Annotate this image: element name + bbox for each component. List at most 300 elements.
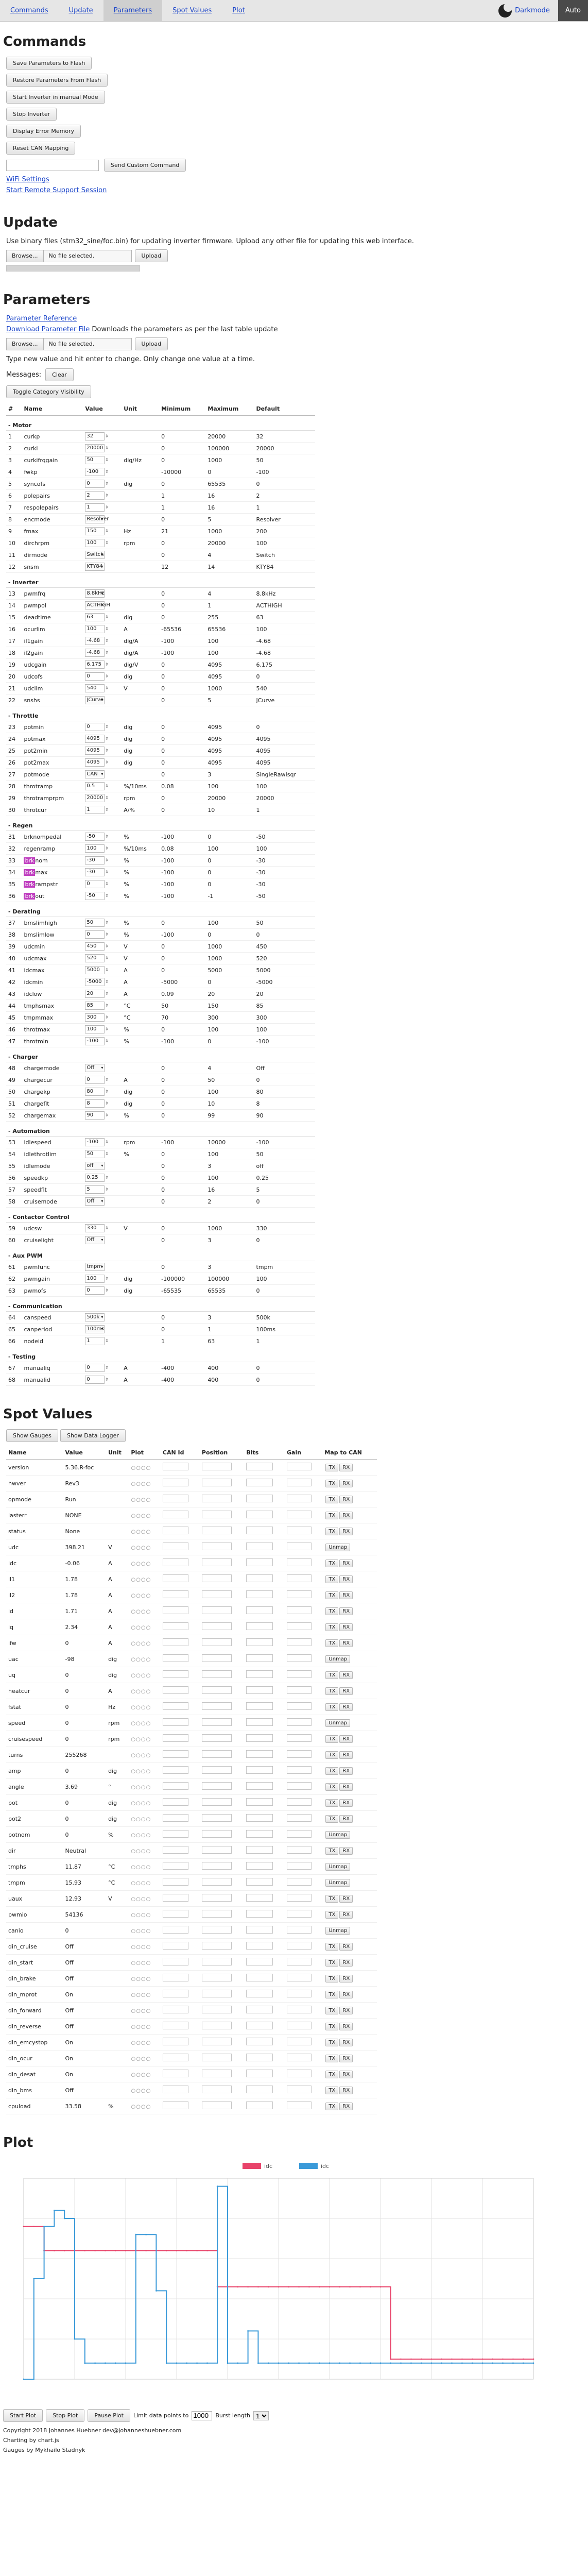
auto-toggle[interactable]: Auto [558, 0, 588, 21]
can-bits-input[interactable] [246, 1894, 273, 1902]
plot-axis-radios[interactable]: ○○○○ [131, 1944, 151, 1950]
can-bits-input[interactable] [246, 1590, 273, 1598]
can-gain-input[interactable] [287, 2054, 312, 2061]
can-id-input[interactable] [163, 2006, 188, 2013]
plot-axis-radios[interactable]: ○○○○ [131, 1736, 151, 1742]
spinner-icon[interactable]: ⇕ [105, 1338, 109, 1343]
param-value-field[interactable]: Switch ▾ [85, 551, 105, 559]
can-position-input[interactable] [202, 1495, 232, 1502]
map-rx-button[interactable]: RX [339, 1591, 353, 1599]
map-rx-button[interactable]: RX [339, 1623, 353, 1631]
burst-select[interactable] [253, 2411, 269, 2420]
can-position-input[interactable] [202, 1606, 232, 1614]
can-id-input[interactable] [163, 1782, 188, 1790]
plot-axis-radios[interactable]: ○○○○ [131, 1768, 151, 1774]
spinner-icon[interactable]: ⇕ [105, 1276, 109, 1281]
param-value-field[interactable]: 32 [85, 432, 105, 440]
param-value-field[interactable]: 4095 [85, 758, 105, 767]
map-tx-button[interactable]: TX [325, 1639, 338, 1647]
map-rx-button[interactable]: RX [339, 2023, 353, 2030]
can-id-input[interactable] [163, 2070, 188, 2077]
spinner-icon[interactable]: ⇕ [105, 1113, 109, 1117]
map-tx-button[interactable]: TX [325, 1607, 338, 1615]
plot-axis-radios[interactable]: ○○○○ [131, 1545, 151, 1551]
can-position-input[interactable] [202, 1990, 232, 1997]
map-rx-button[interactable]: RX [339, 1512, 353, 1519]
plot-axis-radios[interactable]: ○○○○ [131, 1800, 151, 1806]
param-value-field[interactable]: 0 [85, 1364, 105, 1372]
map-rx-button[interactable]: RX [339, 1528, 353, 1535]
param-browse-button[interactable]: Browse... [7, 338, 44, 350]
can-position-input[interactable] [202, 1942, 232, 1950]
spinner-icon[interactable]: ⇕ [105, 505, 109, 510]
map-rx-button[interactable]: RX [339, 1671, 353, 1679]
show-data-logger-button[interactable]: Show Data Logger [60, 1429, 126, 1442]
param-value-field[interactable]: 4095 [85, 747, 105, 755]
can-bits-input[interactable] [246, 1734, 273, 1742]
map-rx-button[interactable]: RX [339, 1991, 353, 1998]
stop-plot-button[interactable]: Stop Plot [46, 2409, 84, 2422]
param-value-field[interactable]: 0 [85, 1076, 105, 1084]
map-rx-button[interactable]: RX [339, 1799, 353, 1807]
spinner-icon[interactable]: ⇕ [105, 834, 109, 839]
param-value-field[interactable]: -30 [85, 856, 105, 865]
can-position-input[interactable] [202, 2006, 232, 2013]
param-value-field[interactable]: -5000 [85, 978, 105, 986]
darkmode-toggle[interactable] [492, 0, 558, 21]
can-bits-input[interactable] [246, 1766, 273, 1774]
plot-axis-radios[interactable]: ○○○○ [131, 2024, 151, 2030]
param-file-input[interactable] [6, 338, 132, 350]
can-id-input[interactable] [163, 1638, 188, 1646]
spinner-icon[interactable]: ⇕ [105, 956, 109, 960]
can-bits-input[interactable] [246, 1830, 273, 1838]
can-id-input[interactable] [163, 2054, 188, 2061]
param-value-field[interactable]: 8 [85, 1099, 105, 1108]
spinner-icon[interactable]: ⇕ [105, 920, 109, 925]
spinner-icon[interactable]: ⇕ [105, 457, 109, 462]
spinner-icon[interactable]: ⇕ [105, 1101, 109, 1106]
can-bits-input[interactable] [246, 1495, 273, 1502]
can-gain-input[interactable] [287, 1718, 312, 1726]
can-id-input[interactable] [163, 1734, 188, 1742]
plot-axis-radios[interactable]: ○○○○ [131, 1513, 151, 1519]
param-value-field[interactable]: 50 [85, 456, 105, 464]
can-bits-input[interactable] [246, 2054, 273, 2061]
can-position-input[interactable] [202, 2086, 232, 2093]
can-position-input[interactable] [202, 1654, 232, 1662]
can-position-input[interactable] [202, 2102, 232, 2109]
param-value-field[interactable]: 2 [85, 492, 105, 500]
can-id-input[interactable] [163, 1798, 188, 1806]
can-bits-input[interactable] [246, 1974, 273, 1981]
param-value-field[interactable]: KTY84 ▾ [85, 563, 105, 571]
plot-axis-radios[interactable]: ○○○○ [131, 1497, 151, 1503]
plot-axis-radios[interactable]: ○○○○ [131, 1832, 151, 1838]
can-gain-input[interactable] [287, 1495, 312, 1502]
can-bits-input[interactable] [246, 1990, 273, 1997]
map-rx-button[interactable]: RX [339, 1751, 353, 1759]
spinner-icon[interactable]: ⇕ [105, 1187, 109, 1192]
param-value-field[interactable]: 85 [85, 1002, 105, 1010]
remote-support-link[interactable]: Start Remote Support Session [6, 187, 107, 194]
map-tx-button[interactable]: TX [325, 2039, 338, 2046]
can-bits-input[interactable] [246, 1958, 273, 1965]
can-gain-input[interactable] [287, 1638, 312, 1646]
param-value-field[interactable]: 100 [85, 1025, 105, 1033]
plot-axis-radios[interactable]: ○○○○ [131, 1608, 151, 1615]
can-gain-input[interactable] [287, 2022, 312, 2029]
param-value-field[interactable]: JCurve ▾ [85, 696, 105, 704]
can-bits-input[interactable] [246, 1558, 273, 1566]
spinner-icon[interactable]: ⇕ [105, 1377, 109, 1382]
can-gain-input[interactable] [287, 1894, 312, 1902]
param-value-field[interactable]: 5 [85, 1185, 105, 1194]
can-id-input[interactable] [163, 1894, 188, 1902]
unmap-button[interactable]: Unmap [325, 1544, 350, 1551]
can-position-input[interactable] [202, 1846, 232, 1854]
map-rx-button[interactable]: RX [339, 2007, 353, 2014]
toggle-category-button[interactable]: Toggle Category Visibility [6, 385, 91, 398]
map-tx-button[interactable]: TX [325, 1895, 338, 1903]
param-value-field[interactable]: 500k ▾ [85, 1313, 105, 1321]
map-rx-button[interactable]: RX [339, 1911, 353, 1919]
can-id-input[interactable] [163, 1766, 188, 1774]
spinner-icon[interactable]: ⇕ [105, 807, 109, 812]
can-gain-input[interactable] [287, 1670, 312, 1678]
param-value-field[interactable]: 0 [85, 672, 105, 681]
spinner-icon[interactable]: ⇕ [105, 446, 109, 450]
spinner-icon[interactable]: ⇕ [105, 991, 109, 996]
can-position-input[interactable] [202, 1750, 232, 1758]
param-value-field[interactable]: 4095 [85, 735, 105, 743]
param-value-field[interactable]: 450 [85, 942, 105, 951]
can-gain-input[interactable] [287, 1766, 312, 1774]
can-position-input[interactable] [202, 1766, 232, 1774]
can-position-input[interactable] [202, 1622, 232, 1630]
spinner-icon[interactable]: ⇕ [105, 724, 109, 729]
can-id-input[interactable] [163, 1511, 188, 1518]
can-gain-input[interactable] [287, 1527, 312, 1534]
param-value-field[interactable]: 540 [85, 684, 105, 692]
can-gain-input[interactable] [287, 1511, 312, 1518]
can-gain-input[interactable] [287, 2006, 312, 2013]
can-bits-input[interactable] [246, 1718, 273, 1726]
param-value-field[interactable]: Off ▾ [85, 1064, 105, 1072]
nav-parameters[interactable]: Parameters [103, 0, 162, 21]
spinner-icon[interactable]: ⇕ [105, 1151, 109, 1156]
can-bits-input[interactable] [246, 1527, 273, 1534]
can-position-input[interactable] [202, 2070, 232, 2077]
update-browse-button[interactable]: Browse... [7, 250, 44, 262]
can-id-input[interactable] [163, 1702, 188, 1710]
can-position-input[interactable] [202, 1878, 232, 1886]
can-gain-input[interactable] [287, 1814, 312, 1822]
map-tx-button[interactable]: TX [325, 2087, 338, 2094]
can-id-input[interactable] [163, 1543, 188, 1550]
can-id-input[interactable] [163, 1878, 188, 1886]
map-tx-button[interactable]: TX [325, 1991, 338, 1998]
param-category-row[interactable] [6, 1347, 315, 1362]
map-rx-button[interactable]: RX [339, 1496, 353, 1503]
can-id-input[interactable] [163, 1670, 188, 1678]
can-bits-input[interactable] [246, 2022, 273, 2029]
can-bits-input[interactable] [246, 1846, 273, 1854]
can-id-input[interactable] [163, 2086, 188, 2093]
unmap-button[interactable]: Unmap [325, 1719, 350, 1727]
spinner-icon[interactable]: ⇕ [105, 686, 109, 690]
can-id-input[interactable] [163, 1622, 188, 1630]
can-gain-input[interactable] [287, 1862, 312, 1870]
plot-axis-radios[interactable]: ○○○○ [131, 2056, 151, 2062]
param-value-field[interactable]: ACTHIGH ▾ [85, 601, 105, 609]
can-gain-input[interactable] [287, 1574, 312, 1582]
plot-axis-radios[interactable]: ○○○○ [131, 2040, 151, 2046]
spinner-icon[interactable]: ⇕ [105, 870, 109, 874]
command-button-2[interactable]: Restore Parameters From Flash [6, 74, 108, 87]
map-tx-button[interactable]: TX [325, 1943, 338, 1951]
can-position-input[interactable] [202, 1670, 232, 1678]
param-value-field[interactable]: 8.8kHz ▾ [85, 589, 105, 598]
can-bits-input[interactable] [246, 1750, 273, 1758]
can-id-input[interactable] [163, 1990, 188, 1997]
map-tx-button[interactable]: TX [325, 1847, 338, 1855]
plot-axis-radios[interactable]: ○○○○ [131, 1896, 151, 1902]
plot-axis-radios[interactable]: ○○○○ [131, 1816, 151, 1822]
spinner-icon[interactable]: ⇕ [105, 858, 109, 862]
can-position-input[interactable] [202, 1734, 232, 1742]
spinner-icon[interactable]: ⇕ [105, 784, 109, 788]
can-id-input[interactable] [163, 1686, 188, 1694]
can-gain-input[interactable] [287, 1798, 312, 1806]
param-value-field[interactable]: 20000 [85, 444, 105, 452]
can-id-input[interactable] [163, 2038, 188, 2045]
map-rx-button[interactable]: RX [339, 1959, 353, 1967]
spinner-icon[interactable]: ⇕ [105, 1089, 109, 1094]
spinner-icon[interactable]: ⇕ [105, 1027, 109, 1031]
can-position-input[interactable] [202, 1814, 232, 1822]
can-bits-input[interactable] [246, 1622, 273, 1630]
plot-axis-radios[interactable]: ○○○○ [131, 1592, 151, 1599]
can-id-input[interactable] [163, 1830, 188, 1838]
param-category-row[interactable] [6, 573, 315, 588]
map-rx-button[interactable]: RX [339, 1480, 353, 1487]
map-tx-button[interactable]: TX [325, 1671, 338, 1679]
parameter-reference-link[interactable]: Parameter Reference [6, 315, 77, 323]
param-value-field[interactable]: -50 [85, 892, 105, 900]
can-position-input[interactable] [202, 1894, 232, 1902]
spinner-icon[interactable]: ⇕ [105, 529, 109, 533]
can-id-input[interactable] [163, 1654, 188, 1662]
param-value-field[interactable]: -100 [85, 1138, 105, 1146]
spinner-icon[interactable]: ⇕ [105, 968, 109, 972]
can-position-input[interactable] [202, 1686, 232, 1694]
spinner-icon[interactable]: ⇕ [105, 944, 109, 948]
can-bits-input[interactable] [246, 1654, 273, 1662]
param-value-field[interactable]: 300 [85, 1013, 105, 1022]
param-value-field[interactable]: 0.25 [85, 1174, 105, 1182]
can-gain-input[interactable] [287, 1606, 312, 1614]
command-button-4[interactable]: Stop Inverter [6, 108, 57, 121]
map-tx-button[interactable]: TX [325, 2055, 338, 2062]
nav-spot-values[interactable]: Spot Values [172, 7, 212, 14]
spinner-icon[interactable]: ⇕ [105, 760, 109, 765]
can-bits-input[interactable] [246, 2006, 273, 2013]
param-value-field[interactable]: 5000 [85, 966, 105, 974]
spinner-icon[interactable]: ⇕ [105, 1015, 109, 1020]
update-upload-button[interactable]: Upload [135, 249, 168, 262]
can-gain-input[interactable] [287, 1590, 312, 1598]
param-value-field[interactable]: Off ▾ [85, 1236, 105, 1244]
can-gain-input[interactable] [287, 1622, 312, 1630]
param-value-field[interactable]: 520 [85, 954, 105, 962]
map-rx-button[interactable]: RX [339, 1607, 353, 1615]
param-value-field[interactable]: 50 [85, 919, 105, 927]
can-bits-input[interactable] [246, 2038, 273, 2045]
map-rx-button[interactable]: RX [339, 2039, 353, 2046]
can-gain-input[interactable] [287, 1878, 312, 1886]
param-value-field[interactable]: 0 [85, 930, 105, 939]
can-gain-input[interactable] [287, 2086, 312, 2093]
plot-axis-radios[interactable]: ○○○○ [131, 1880, 151, 1886]
can-position-input[interactable] [202, 2022, 232, 2029]
can-id-input[interactable] [163, 2102, 188, 2109]
plot-axis-radios[interactable]: ○○○○ [131, 1577, 151, 1583]
unmap-button[interactable]: Unmap [325, 1863, 350, 1871]
param-value-field[interactable]: -100 [85, 468, 105, 476]
can-gain-input[interactable] [287, 1479, 312, 1486]
spinner-icon[interactable]: ⇕ [105, 846, 109, 851]
can-id-input[interactable] [163, 1463, 188, 1470]
can-bits-input[interactable] [246, 1670, 273, 1678]
map-tx-button[interactable]: TX [325, 1687, 338, 1695]
can-bits-input[interactable] [246, 1926, 273, 1934]
can-id-input[interactable] [163, 1558, 188, 1566]
plot-axis-radios[interactable]: ○○○○ [131, 1864, 151, 1870]
can-bits-input[interactable] [246, 1942, 273, 1950]
spinner-icon[interactable]: ⇕ [105, 979, 109, 984]
param-value-field[interactable]: CAN ▾ [85, 770, 105, 778]
map-rx-button[interactable]: RX [339, 1847, 353, 1855]
can-gain-input[interactable] [287, 1702, 312, 1710]
can-position-input[interactable] [202, 1782, 232, 1790]
map-tx-button[interactable]: TX [325, 1815, 338, 1823]
param-value-field[interactable]: 20 [85, 990, 105, 998]
spinner-icon[interactable]: ⇕ [105, 638, 109, 643]
param-value-field[interactable]: 90 [85, 1111, 105, 1120]
can-position-input[interactable] [202, 1862, 232, 1870]
send-custom-command-button[interactable]: Send Custom Command [104, 159, 186, 172]
param-value-field[interactable]: 100ms ▾ [85, 1325, 105, 1333]
map-rx-button[interactable]: RX [339, 2103, 353, 2110]
can-position-input[interactable] [202, 1926, 232, 1934]
can-gain-input[interactable] [287, 1734, 312, 1742]
spinner-icon[interactable]: ⇕ [105, 1003, 109, 1008]
can-position-input[interactable] [202, 1463, 232, 1470]
map-tx-button[interactable]: TX [325, 1528, 338, 1535]
nav-plot[interactable]: Plot [232, 7, 245, 14]
can-bits-input[interactable] [246, 2086, 273, 2093]
can-id-input[interactable] [163, 1862, 188, 1870]
plot-axis-radios[interactable]: ○○○○ [131, 1704, 151, 1710]
map-rx-button[interactable]: RX [339, 1895, 353, 1903]
plot-axis-radios[interactable]: ○○○○ [131, 1960, 151, 1966]
param-value-field[interactable]: -30 [85, 868, 105, 876]
spinner-icon[interactable]: ⇕ [105, 795, 109, 800]
spinner-icon[interactable]: ⇕ [105, 1288, 109, 1293]
map-tx-button[interactable]: TX [325, 1623, 338, 1631]
spinner-icon[interactable]: ⇕ [105, 674, 109, 679]
map-tx-button[interactable]: TX [325, 1496, 338, 1503]
map-tx-button[interactable]: TX [325, 2023, 338, 2030]
param-value-field[interactable]: Off ▾ [85, 1197, 105, 1206]
plot-axis-radios[interactable]: ○○○○ [131, 2072, 151, 2078]
can-id-input[interactable] [163, 1606, 188, 1614]
command-button-3[interactable]: Start Inverter in manual Mode [6, 91, 105, 104]
start-plot-button[interactable]: Start Plot [3, 2409, 43, 2422]
plot-axis-radios[interactable]: ○○○○ [131, 1976, 151, 1982]
spinner-icon[interactable]: ⇕ [105, 1039, 109, 1043]
plot-axis-radios[interactable]: ○○○○ [131, 2088, 151, 2094]
can-id-input[interactable] [163, 1574, 188, 1582]
param-category-row[interactable] [6, 1297, 315, 1312]
map-tx-button[interactable]: TX [325, 1575, 338, 1583]
map-tx-button[interactable]: TX [325, 2071, 338, 2078]
spinner-icon[interactable]: ⇕ [105, 481, 109, 486]
can-id-input[interactable] [163, 1846, 188, 1854]
can-id-input[interactable] [163, 1926, 188, 1934]
spinner-icon[interactable]: ⇕ [105, 540, 109, 545]
can-id-input[interactable] [163, 1942, 188, 1950]
param-value-field[interactable]: 0.5 [85, 782, 105, 790]
plot-axis-radios[interactable]: ○○○○ [131, 1912, 151, 1918]
param-value-field[interactable]: 330 [85, 1224, 105, 1232]
can-gain-input[interactable] [287, 1974, 312, 1981]
spinner-icon[interactable]: ⇕ [105, 1077, 109, 1082]
map-tx-button[interactable]: TX [325, 1512, 338, 1519]
can-id-input[interactable] [163, 1958, 188, 1965]
map-tx-button[interactable]: TX [325, 1783, 338, 1791]
map-tx-button[interactable]: TX [325, 1751, 338, 1759]
plot-axis-radios[interactable]: ○○○○ [131, 1529, 151, 1535]
map-tx-button[interactable]: TX [325, 2007, 338, 2014]
can-gain-input[interactable] [287, 1782, 312, 1790]
wifi-settings-link[interactable]: WiFi Settings [6, 176, 49, 183]
can-bits-input[interactable] [246, 1638, 273, 1646]
plot-axis-radios[interactable]: ○○○○ [131, 1561, 151, 1567]
can-position-input[interactable] [202, 2054, 232, 2061]
can-gain-input[interactable] [287, 1463, 312, 1470]
can-bits-input[interactable] [246, 1862, 273, 1870]
can-position-input[interactable] [202, 1574, 232, 1582]
can-id-input[interactable] [163, 1590, 188, 1598]
can-position-input[interactable] [202, 1974, 232, 1981]
param-value-field[interactable]: 0 [85, 480, 105, 488]
can-bits-input[interactable] [246, 1878, 273, 1886]
can-gain-input[interactable] [287, 1846, 312, 1854]
can-bits-input[interactable] [246, 1702, 273, 1710]
param-value-field[interactable]: 100 [85, 539, 105, 547]
can-position-input[interactable] [202, 1479, 232, 1486]
param-value-field[interactable]: -4.68 [85, 649, 105, 657]
can-position-input[interactable] [202, 1718, 232, 1726]
plot-axis-radios[interactable]: ○○○○ [131, 1481, 151, 1487]
can-bits-input[interactable] [246, 1798, 273, 1806]
custom-command-input[interactable] [6, 160, 99, 171]
map-tx-button[interactable]: TX [325, 1480, 338, 1487]
param-value-field[interactable]: -4.68 [85, 637, 105, 645]
map-rx-button[interactable]: RX [339, 2071, 353, 2078]
